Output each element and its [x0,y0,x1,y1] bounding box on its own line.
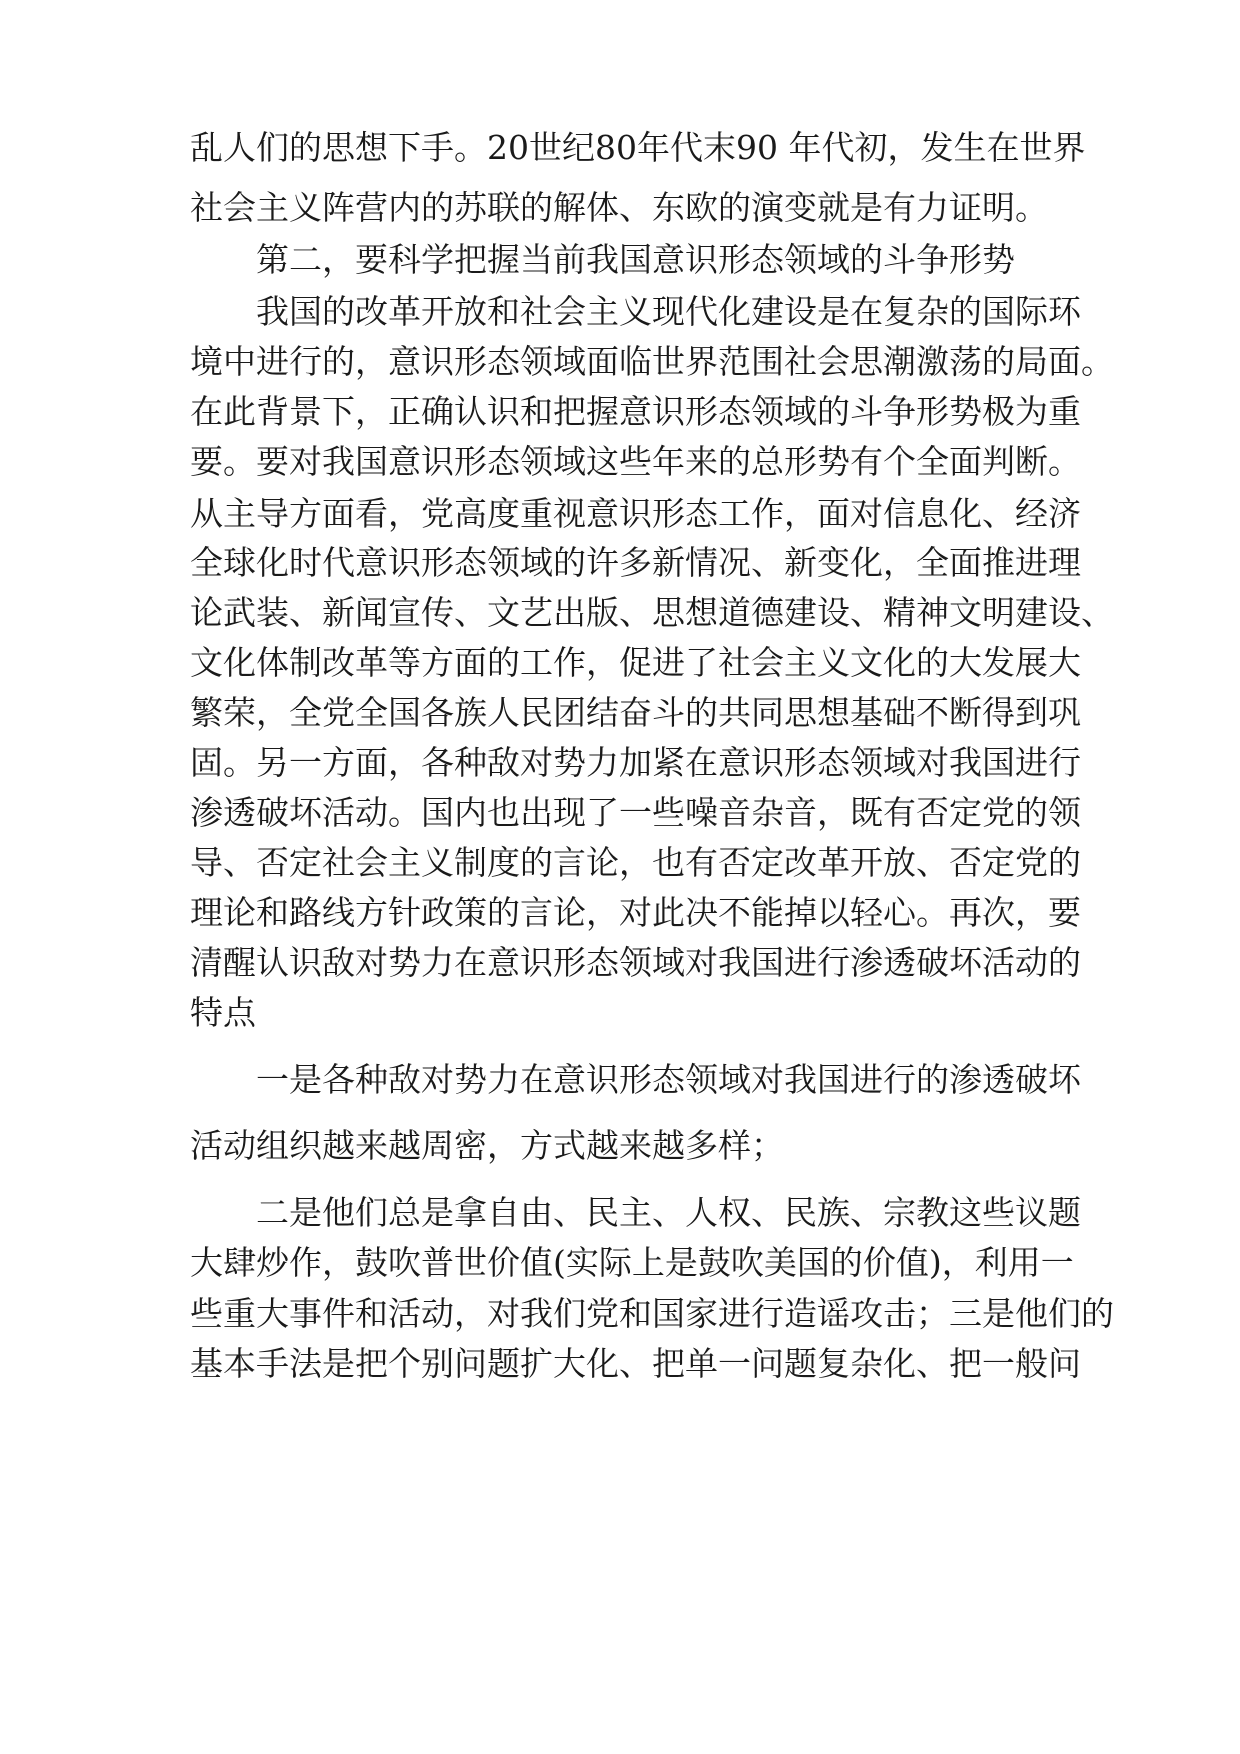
text-line: 一是各种敌对势力在意识形态领域对我国进行的渗透破坏 [256,1060,1081,1099]
text-line: 在此背景下，正确认识和把握意识形态领域的斗争形势极为重 [190,392,1081,431]
section-heading: 第二，要科学把握当前我国意识形态领域的斗争形势 [256,240,1015,279]
text-line: 从主导方面看，党高度重视意识形态工作，面对信息化、经济 [190,494,1081,533]
text-line: 特点 [190,993,256,1032]
text-line: 二是他们总是拿自由、民主、人权、民族、宗教这些议题 [256,1193,1081,1232]
text-line: 理论和路线方针政策的言论，对此决不能掉以轻心。再次，要 [190,893,1081,932]
text-line: 繁荣，全党全国各族人民团结奋斗的共同思想基础不断得到巩 [190,693,1081,732]
text-line: 境中进行的，意识形态领域面临世界范围社会思潮激荡的局面。 [190,342,1114,381]
text-line: 基本手法是把个别问题扩大化、把单一问题复杂化、把一般问 [190,1344,1081,1383]
text-line: 要。要对我国意识形态领域这些年来的总形势有个全面判断。 [190,442,1081,481]
text-line: 渗透破坏活动。国内也出现了一些噪音杂音，既有否定党的领 [190,793,1081,832]
text-line: 导、否定社会主义制度的言论，也有否定改革开放、否定党的 [190,843,1081,882]
text-line: 活动组织越来越周密，方式越来越多样； [190,1126,784,1165]
text-line: 文化体制改革等方面的工作，促进了社会主义文化的大发展大 [190,643,1081,682]
text-line: 些重大事件和活动，对我们党和国家进行造谣攻击；三是他们的 [190,1294,1114,1333]
text-line: 全球化时代意识形态领域的许多新情况、新变化，全面推进理 [190,543,1081,582]
text-line: 我国的改革开放和社会主义现代化建设是在复杂的国际环 [256,292,1081,331]
text-line: 清醒认识敌对势力在意识形态领域对我国进行渗透破坏活动的 [190,943,1081,982]
text-line: 论武装、新闻宣传、文艺出版、思想道德建设、精神文明建设、 [190,593,1114,632]
text-line: 社会主义阵营内的苏联的解体、东欧的演变就是有力证明。 [190,188,1048,227]
text-line: 大肆炒作，鼓吹普世价值(实际上是鼓吹美国的价值)，利用一 [190,1243,1074,1282]
text-line: 乱人们的思想下手。20世纪80年代末90 年代初，发生在世界 [190,128,1086,167]
text-line: 固。另一方面，各种敌对势力加紧在意识形态领域对我国进行 [190,743,1081,782]
